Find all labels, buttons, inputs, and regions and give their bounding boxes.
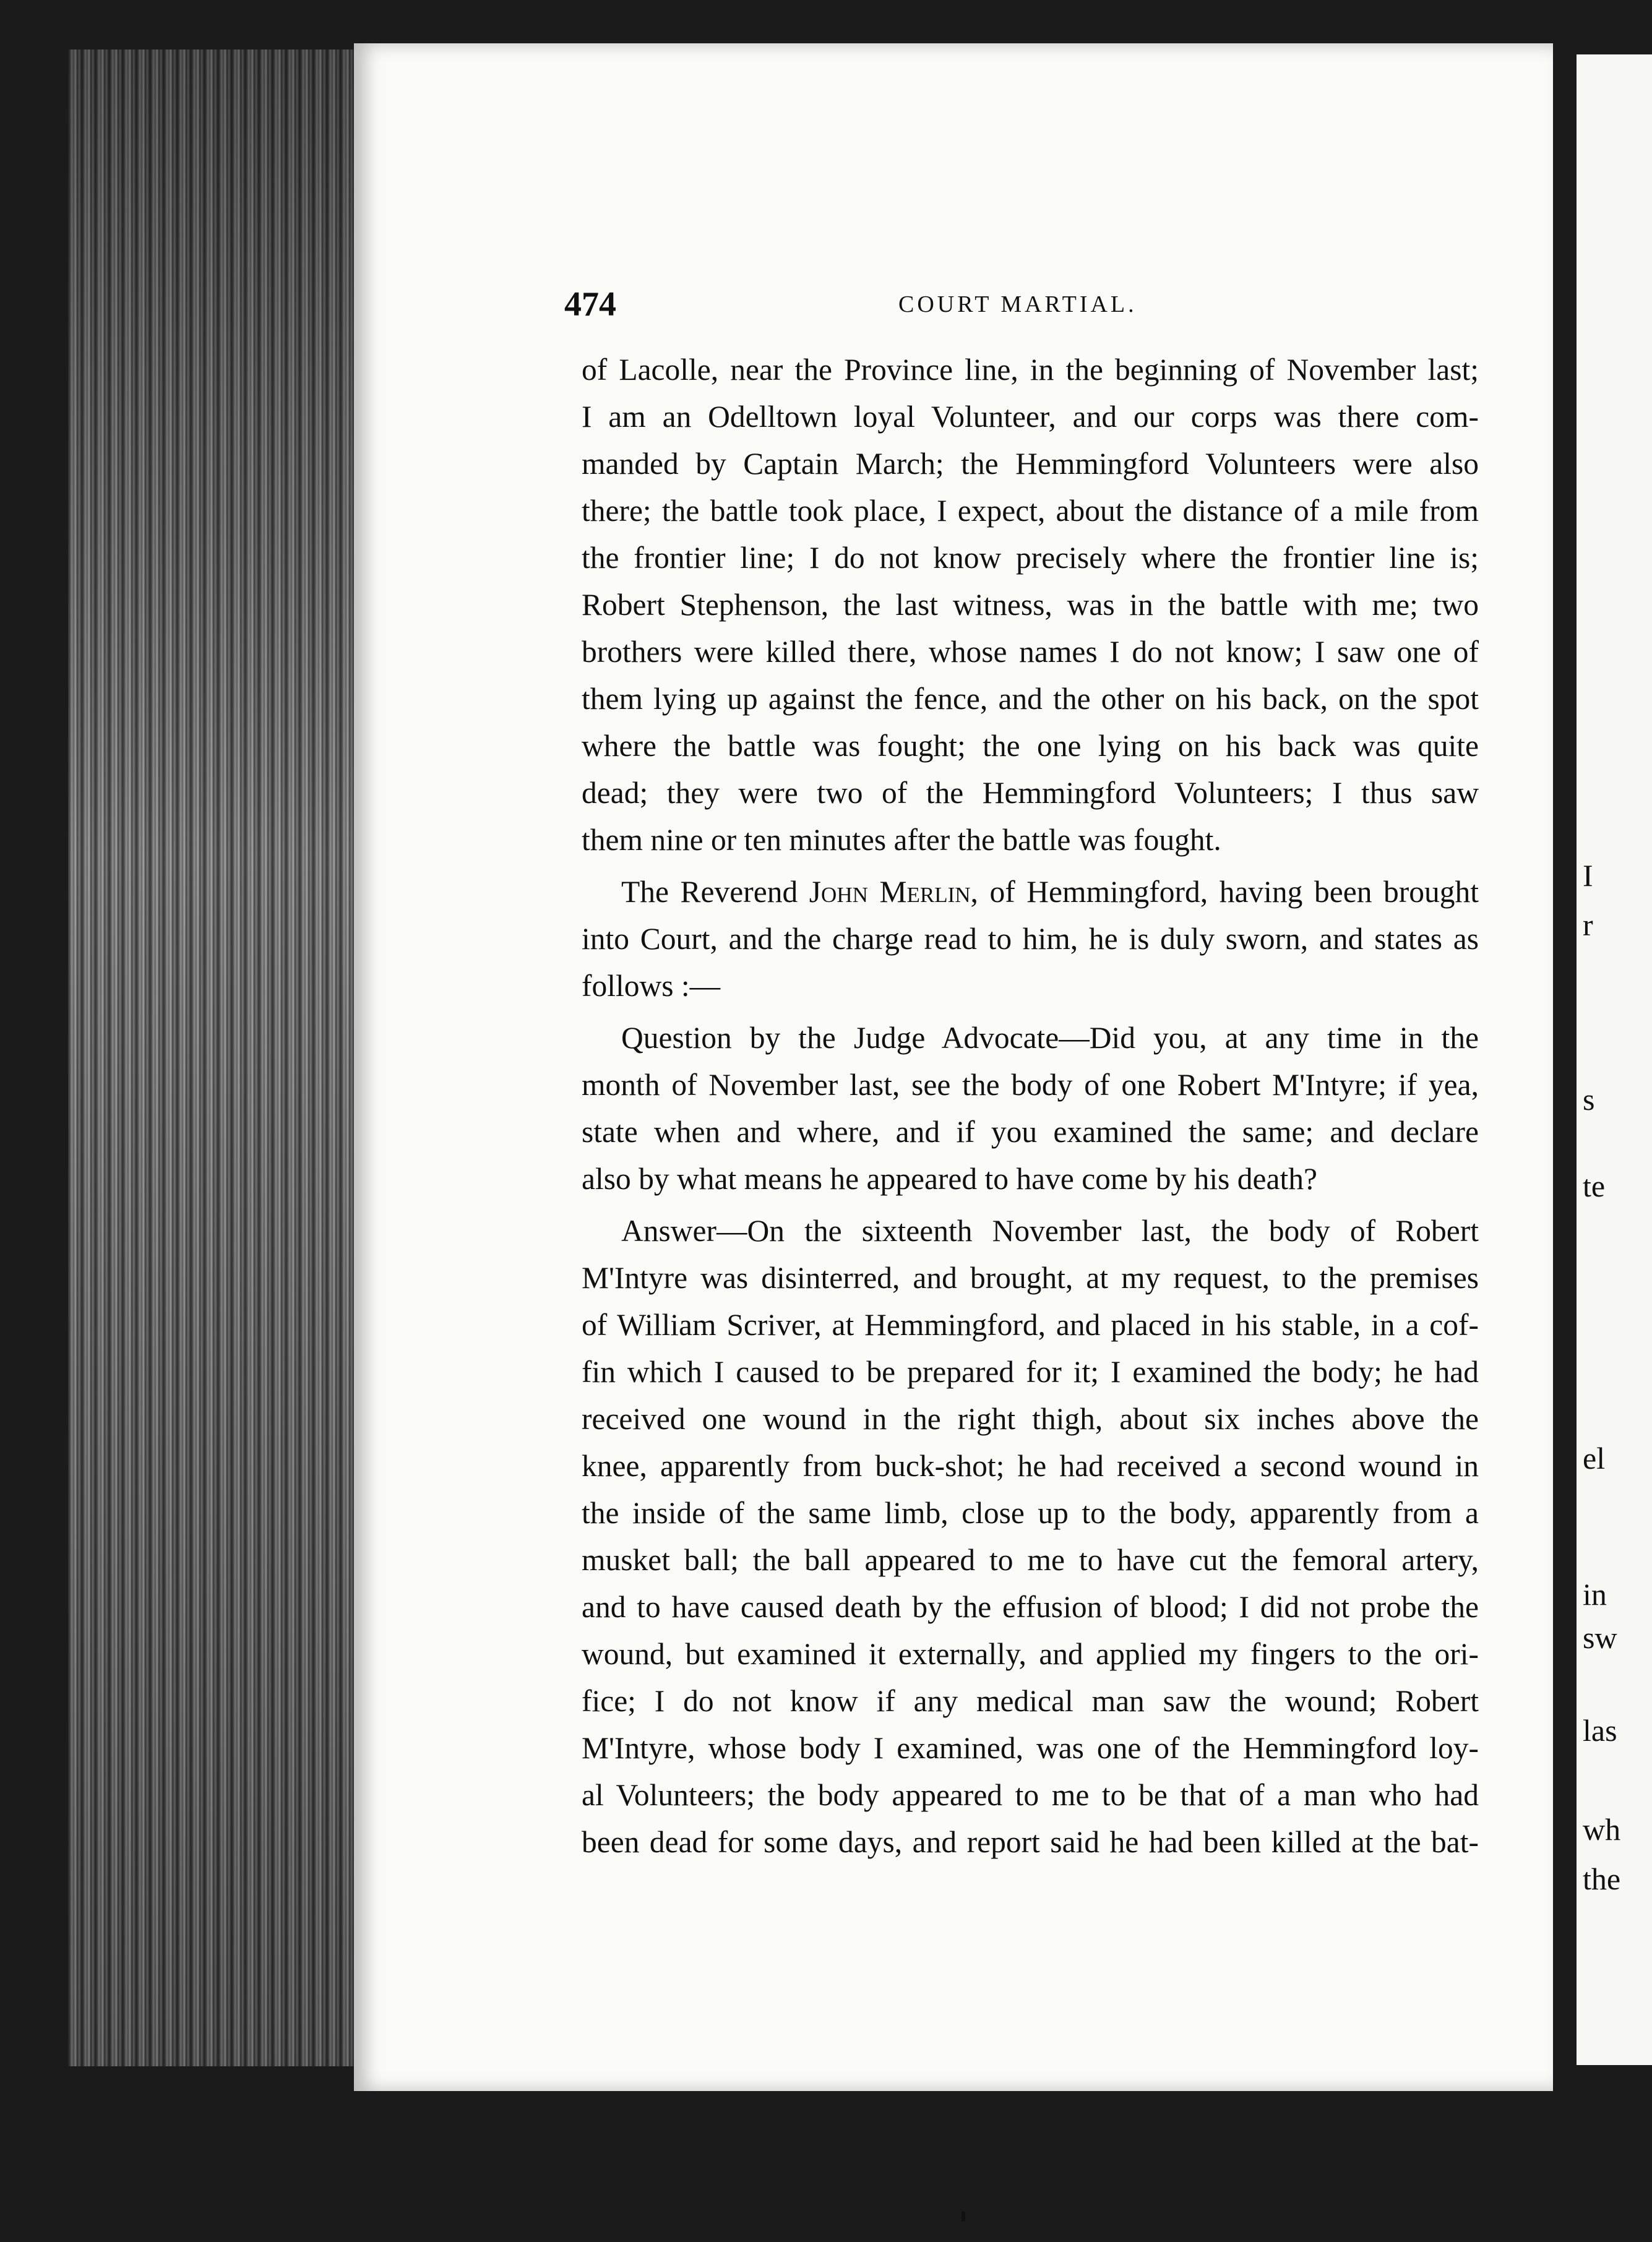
page-body (582, 346, 1479, 1866)
text-line: Answer—On the sixteenth November last, the body of Robert (621, 1214, 1479, 1248)
adjacent-fragment: I (1583, 858, 1593, 893)
text-line: I am an Odelltown loyal Volunteer, and our corps was there com- (582, 400, 1479, 434)
page-number: 474 (564, 285, 616, 324)
paragraph-question (582, 1015, 1479, 1203)
text-line: wound, but examined it externally, and applied my fingers to the ori- (582, 1637, 1479, 1671)
adjacent-fragment: sw (1583, 1620, 1617, 1655)
paragraph-answer (582, 1208, 1479, 1866)
text-line: fice; I do not know if any medical man saw the wound; Robert (582, 1684, 1479, 1718)
paragraph-witness-intro (582, 869, 1479, 1010)
adjacent-fragment: r (1583, 908, 1593, 942)
text-line: them nine or ten minutes after the battle was fought. (582, 823, 1221, 857)
book-page-edges (68, 49, 359, 2066)
text-line: M'Intyre, whose body I examined, was one of the Hemmingford loy- (582, 1731, 1479, 1765)
text-line: al Volunteers; the body appeared to me to be that of a man who had (582, 1778, 1479, 1812)
text-line: also by what means he appeared to have come by his death? (582, 1162, 1317, 1196)
witness-last-name: Merlin (879, 875, 971, 909)
adjacent-fragment: te (1583, 1169, 1606, 1203)
text-fragment: , of Hemmingford, having been brought (970, 875, 1479, 909)
text-fragment: The Reverend (621, 875, 809, 909)
adjacent-fragment: the (1583, 1862, 1621, 1896)
text-line (582, 869, 1479, 916)
text-line: of Lacolle, near the Province line, in the beginning of November last; (582, 353, 1479, 387)
text-line: manded by Captain March; the Hemmingford Volunteers were also (582, 447, 1479, 481)
text-line: state when and where, and if you examined the same; and declare (582, 1115, 1479, 1149)
adjacent-fragment: wh (1583, 1812, 1621, 1847)
text-line: of William Scriver, at Hemmingford, and placed in his stable, in a cof- (582, 1308, 1479, 1342)
adjacent-fragment: las (1583, 1713, 1617, 1748)
text-line: knee, apparently from buck-shot; he had received a second wound in (582, 1449, 1479, 1483)
adjacent-fragment: s (1583, 1082, 1595, 1117)
adjacent-page-strip (1577, 54, 1652, 2065)
text-line: the inside of the same limb, close up to the body, apparently from a (582, 1496, 1479, 1530)
witness-first-name: John (809, 875, 868, 909)
text-line: Question by the Judge Advocate—Did you, at any time in the (621, 1021, 1479, 1055)
text-line: them lying up against the fence, and the other on his back, on the spot (582, 682, 1479, 716)
text-line: the frontier line; I do not know precisely where the frontier line is; (582, 541, 1479, 575)
paragraph-testimony-continued (582, 346, 1479, 864)
page-header (564, 285, 1479, 328)
text-line: month of November last, see the body of one Robert M'Intyre; if yea, (582, 1068, 1479, 1102)
text-line: received one wound in the right thigh, about six inches above the (582, 1402, 1479, 1436)
text-line: fin which I caused to be prepared for it; I examined the body; he had (582, 1355, 1479, 1389)
text-line: where the battle was fought; the one lying on his back was quite (582, 729, 1479, 763)
running-head: COURT MARTIAL. (898, 291, 1137, 317)
adjacent-fragment: in (1583, 1577, 1607, 1612)
text-line: Robert Stephenson, the last witness, was in the battle with me; two (582, 588, 1479, 622)
text-line: into Court, and the charge read to him, he is duly sworn, and states as (582, 922, 1479, 956)
text-line: M'Intyre was disinterred, and brought, at my request, to the premises (582, 1261, 1479, 1295)
scan-speck (962, 2212, 965, 2222)
text-line: dead; they were two of the Hemmingford Volunteers; I thus saw (582, 776, 1479, 810)
adjacent-fragment: el (1583, 1441, 1606, 1475)
text-line: musket ball; the ball appeared to me to have cut the femoral artery, (582, 1543, 1479, 1577)
text-line: brothers were killed there, whose names I do not know; I saw one of (582, 635, 1479, 669)
text-line: and to have caused death by the effusion of blood; I did not probe the (582, 1590, 1479, 1624)
text-line: follows :— (582, 969, 721, 1003)
text-line: been dead for some days, and report said he had been killed at the bat- (582, 1825, 1479, 1859)
text-line: there; the battle took place, I expect, about the distance of a mile from (582, 494, 1479, 528)
